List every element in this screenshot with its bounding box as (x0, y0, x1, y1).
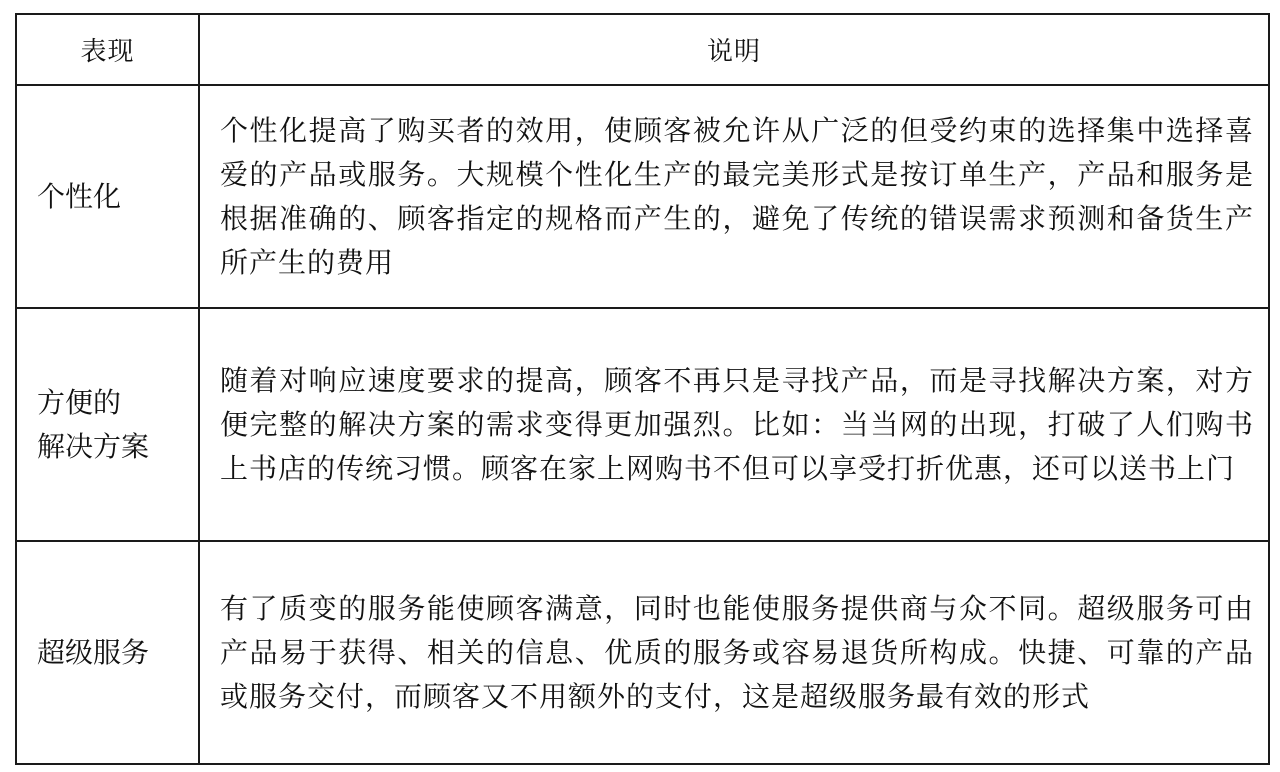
row-label-cell (16, 541, 199, 764)
header-cell-manifestation: 表现 (16, 14, 199, 85)
row-label-cell (16, 308, 199, 541)
row-label-text: 解决方案 (37, 429, 150, 463)
table-header-row (16, 14, 1269, 85)
table-row (16, 85, 1269, 308)
row-description-cell: 随着对响应速度要求的提高，顾客不再只是寻找产品，而是寻找解决方案，对方便完整的解决方案的需求变得更加强烈。比如：当当网的出现，打破了人们购书上书店的传统习惯。顾客在家上网购书不但可以享受打折优惠，还可以送书上门 (199, 308, 1269, 541)
header-cell-explanation: 说明 (199, 14, 1269, 85)
row-description-cell: 有了质变的服务能使顾客满意，同时也能使服务提供商与众不同。超级服务可由产品易于获得、相关的信息、优质的服务或容易退货所构成。快捷、可靠的产品或服务交付，而顾客又不用额外的支付，这是超级服务最有效的形式 (199, 541, 1269, 764)
comparison-table (15, 13, 1270, 765)
row-label-text: 个性化 (37, 179, 122, 213)
row-label-cell (16, 85, 199, 308)
row-label-text: 超级服务 (37, 635, 150, 669)
table-row (16, 541, 1269, 764)
table-row (16, 308, 1269, 541)
row-label-text: 方便的 (37, 385, 122, 419)
row-description-cell: 个性化提高了购买者的效用，使顾客被允许从广泛的但受约束的选择集中选择喜爱的产品或服务。大规模个性化生产的最完美形式是按订单生产，产品和服务是根据准确的、顾客指定的规格而产生的，避免了传统的错误需求预测和备货生产所产生的费用 (199, 85, 1269, 308)
